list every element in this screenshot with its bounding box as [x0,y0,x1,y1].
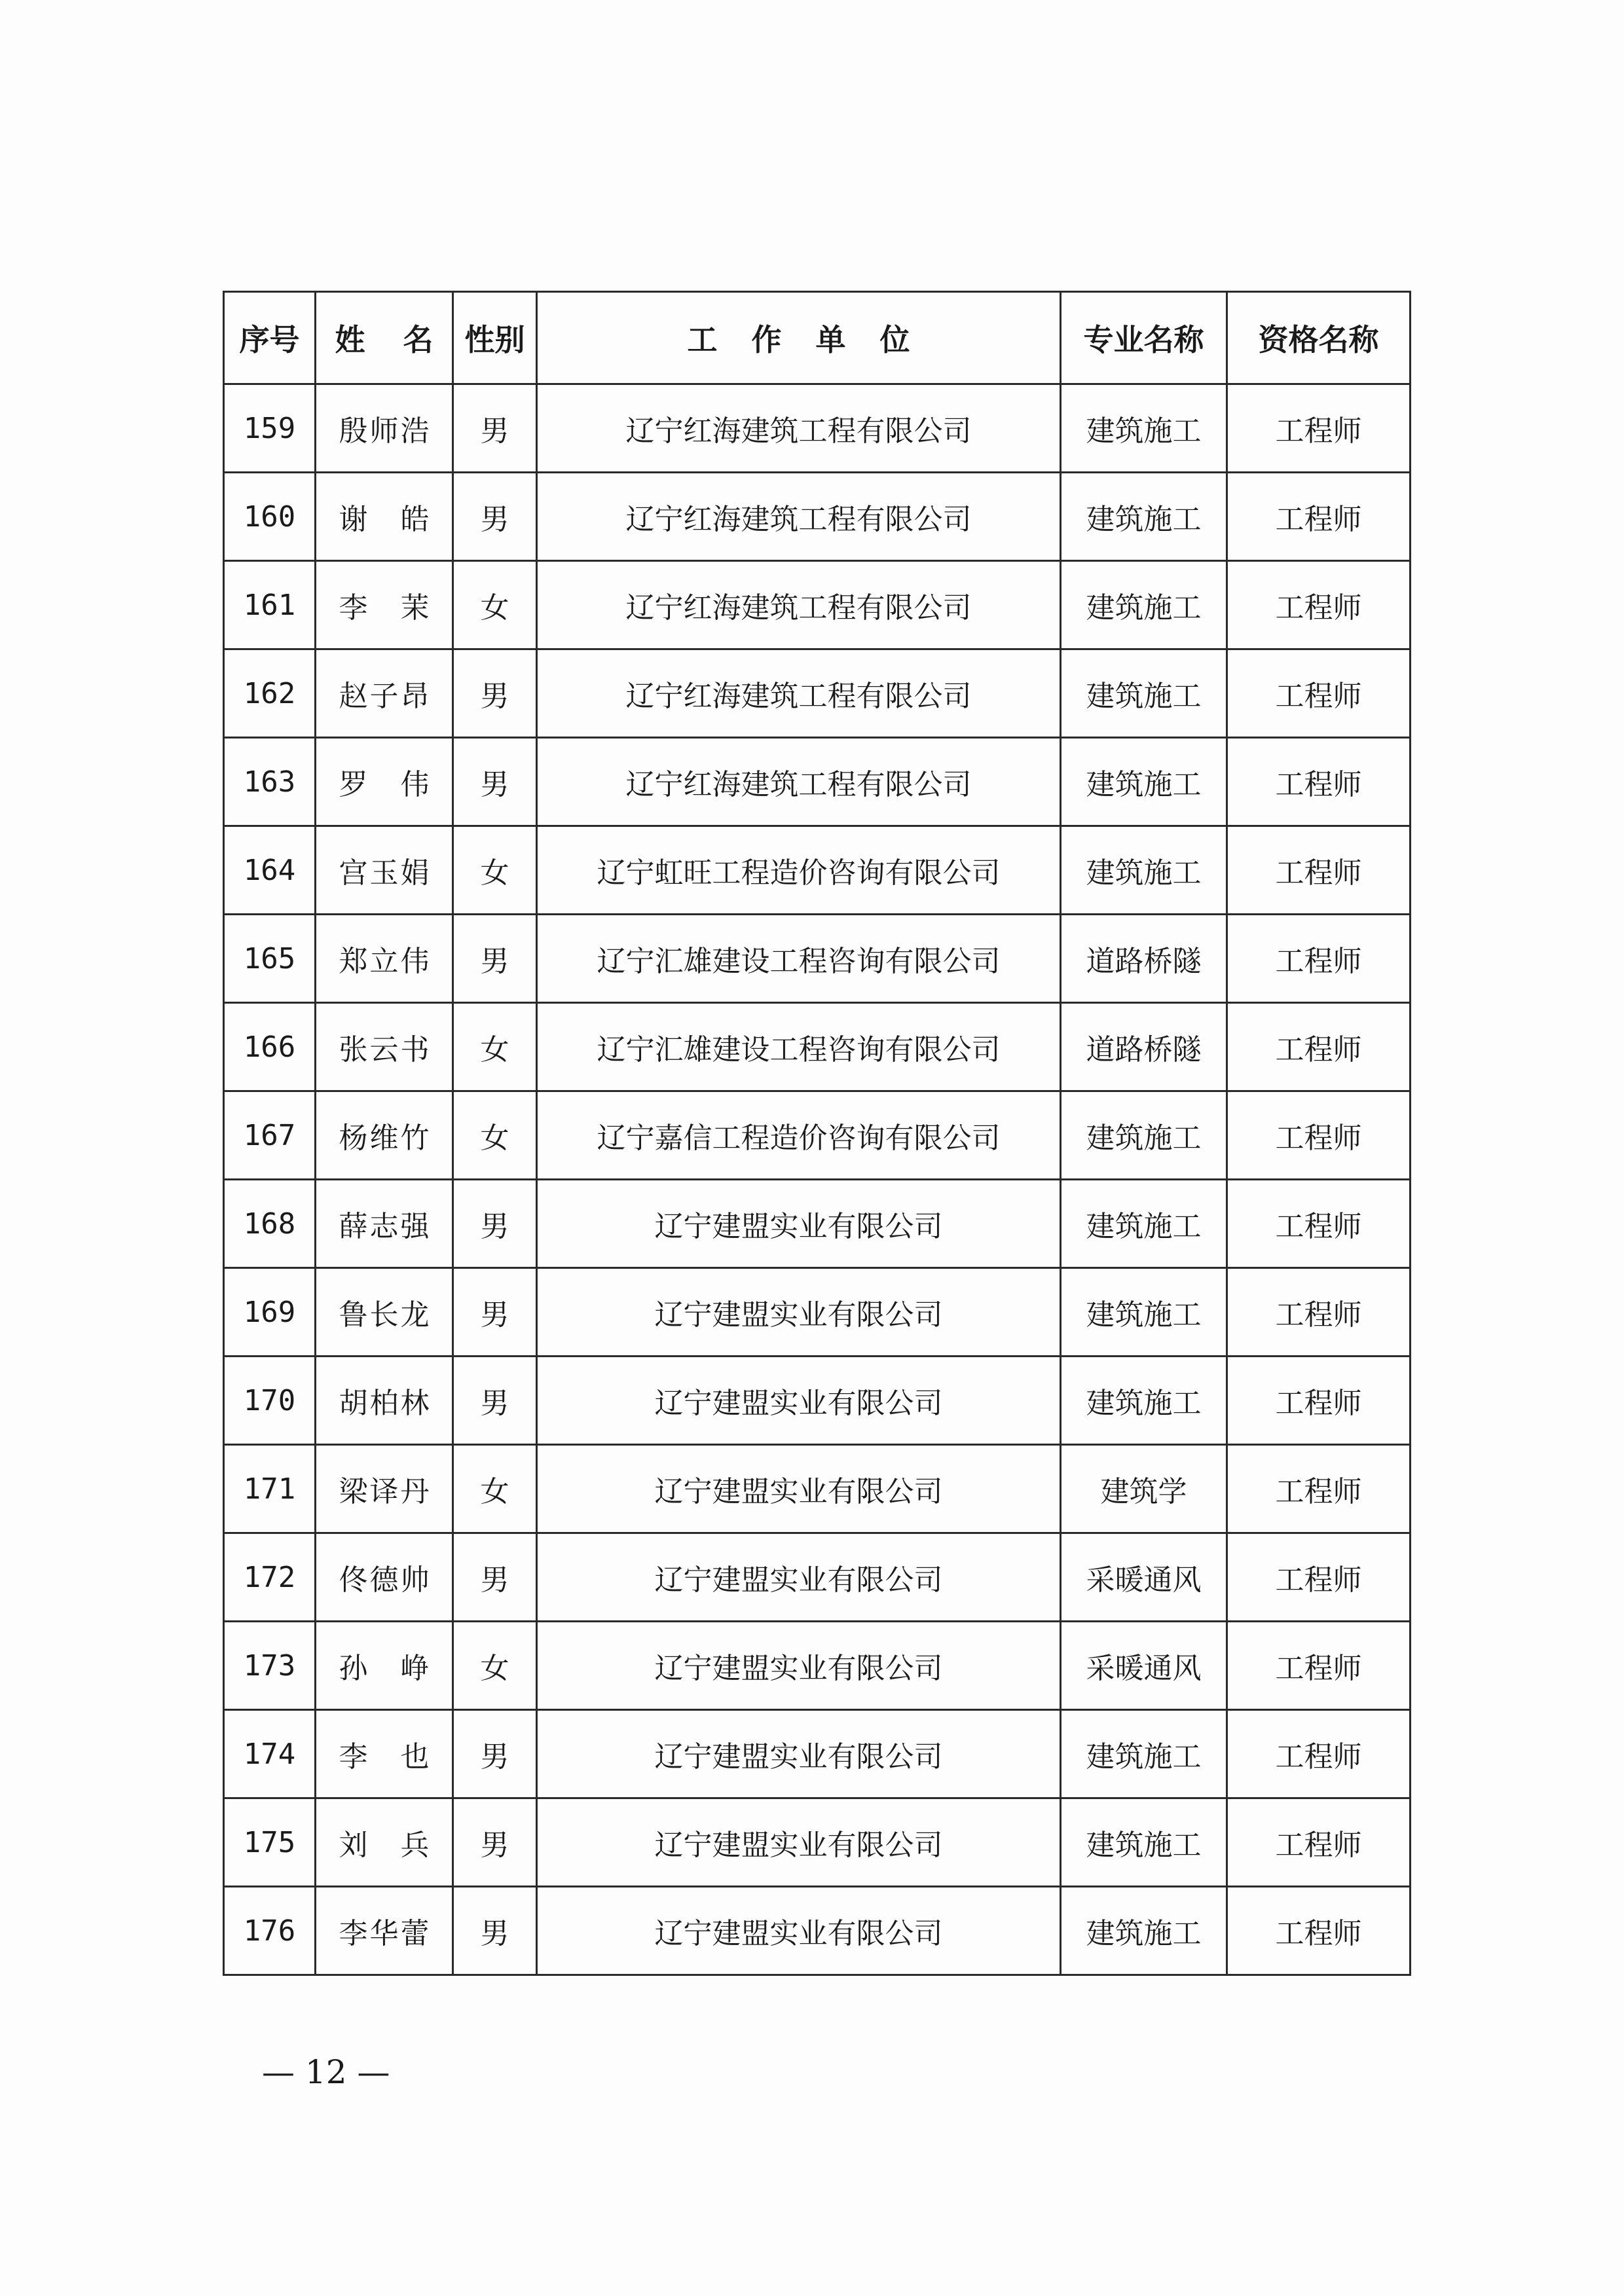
cell-serial-number: 167 [224,1091,316,1180]
cell-sex: 女 [453,561,537,649]
cell-serial-number: 175 [224,1798,316,1887]
cell-qualification: 工程师 [1227,1357,1411,1445]
cell-major: 建筑施工 [1061,1357,1227,1445]
cell-major: 建筑施工 [1061,1887,1227,1975]
person-name: 刘 兵 [339,1829,430,1862]
person-name: 宫玉娟 [339,856,430,890]
header-name [316,292,453,384]
cell-qualification: 工程师 [1227,1622,1411,1710]
cell-name [316,1003,453,1091]
cell-major: 采暖通风 [1061,1622,1227,1710]
cell-major: 道路桥隧 [1061,915,1227,1003]
cell-serial-number: 166 [224,1003,316,1091]
cell-sex: 男 [453,1710,537,1798]
person-name: 郑立伟 [339,945,430,978]
person-name: 胡柏林 [339,1387,430,1420]
cell-work-unit: 辽宁建盟实业有限公司 [537,1268,1061,1357]
cell-major: 建筑施工 [1061,473,1227,561]
person-name: 张云书 [339,1033,430,1066]
cell-qualification: 工程师 [1227,826,1411,915]
cell-name [316,1798,453,1887]
cell-serial-number: 162 [224,649,316,738]
person-name: 李 茉 [339,591,430,625]
cell-name [316,384,453,473]
person-name: 鲁长龙 [339,1298,430,1332]
person-name: 殷师浩 [339,414,430,448]
person-name: 薛志强 [339,1210,430,1243]
person-name: 赵子昂 [339,680,430,713]
cell-sex: 男 [453,738,537,826]
cell-qualification: 工程师 [1227,384,1411,473]
cell-sex: 男 [453,1887,537,1975]
cell-name [316,473,453,561]
header-work-unit-char: 单 [815,322,846,357]
cell-name [316,1710,453,1798]
person-name: 佟德帅 [339,1563,430,1597]
cell-name [316,1622,453,1710]
cell-name [316,826,453,915]
table-row [224,1357,1411,1445]
cell-name [316,1268,453,1357]
table-row [224,1180,1411,1268]
cell-work-unit: 辽宁建盟实业有限公司 [537,1622,1061,1710]
cell-work-unit: 辽宁红海建筑工程有限公司 [537,738,1061,826]
cell-major: 建筑施工 [1061,561,1227,649]
table-row [224,1798,1411,1887]
cell-name [316,561,453,649]
cell-sex: 女 [453,1622,537,1710]
table-body [224,384,1411,1975]
table-row [224,1533,1411,1622]
table-row [224,1710,1411,1798]
cell-qualification: 工程师 [1227,561,1411,649]
person-name: 罗 伟 [339,768,430,801]
cell-sex: 男 [453,384,537,473]
cell-serial-number: 169 [224,1268,316,1357]
cell-major: 建筑施工 [1061,826,1227,915]
table-row [224,1003,1411,1091]
header-sex: 性别 [453,292,537,384]
cell-qualification: 工程师 [1227,1798,1411,1887]
person-name: 谢 皓 [339,503,430,536]
cell-major: 建筑施工 [1061,1798,1227,1887]
header-name-spread [335,316,434,359]
cell-name [316,1887,453,1975]
cell-qualification: 工程师 [1227,1533,1411,1622]
cell-major: 建筑施工 [1061,1268,1227,1357]
cell-work-unit: 辽宁建盟实业有限公司 [537,1710,1061,1798]
cell-serial-number: 176 [224,1887,316,1975]
roster-table [223,291,1411,1976]
cell-serial-number: 168 [224,1180,316,1268]
cell-major: 道路桥隧 [1061,1003,1227,1091]
table-row [224,649,1411,738]
cell-serial-number: 171 [224,1445,316,1533]
cell-major: 建筑学 [1061,1445,1227,1533]
cell-name [316,1445,453,1533]
cell-name [316,1533,453,1622]
cell-serial-number: 172 [224,1533,316,1622]
cell-name [316,738,453,826]
table-row [224,1622,1411,1710]
header-work-unit-char: 作 [751,322,782,357]
person-name: 李华蕾 [339,1917,430,1950]
cell-sex: 男 [453,473,537,561]
cell-work-unit: 辽宁红海建筑工程有限公司 [537,561,1061,649]
table-row [224,1091,1411,1180]
table-row [224,384,1411,473]
cell-major: 采暖通风 [1061,1533,1227,1622]
table-row [224,473,1411,561]
cell-work-unit: 辽宁红海建筑工程有限公司 [537,473,1061,561]
table-row [224,1887,1411,1975]
cell-qualification: 工程师 [1227,915,1411,1003]
header-work-unit [537,292,1061,384]
cell-major: 建筑施工 [1061,1710,1227,1798]
cell-major: 建筑施工 [1061,384,1227,473]
cell-name [316,649,453,738]
cell-work-unit: 辽宁建盟实业有限公司 [537,1357,1061,1445]
cell-name [316,915,453,1003]
header-qualification: 资格名称 [1227,292,1411,384]
cell-work-unit: 辽宁虹旺工程造价咨询有限公司 [537,826,1061,915]
table-row [224,738,1411,826]
cell-major: 建筑施工 [1061,649,1227,738]
cell-qualification: 工程师 [1227,738,1411,826]
cell-sex: 男 [453,1533,537,1622]
cell-serial-number: 161 [224,561,316,649]
cell-work-unit: 辽宁汇雄建设工程咨询有限公司 [537,915,1061,1003]
header-work-unit-char: 工 [687,322,718,357]
header-work-unit-spread [688,316,910,359]
person-name: 梁译丹 [339,1475,430,1508]
cell-name [316,1180,453,1268]
cell-work-unit: 辽宁建盟实业有限公司 [537,1533,1061,1622]
cell-serial-number: 170 [224,1357,316,1445]
header-work-unit-char: 位 [879,322,910,357]
cell-serial-number: 163 [224,738,316,826]
cell-serial-number: 164 [224,826,316,915]
cell-work-unit: 辽宁建盟实业有限公司 [537,1180,1061,1268]
cell-major: 建筑施工 [1061,738,1227,826]
cell-name [316,1357,453,1445]
cell-sex: 男 [453,1180,537,1268]
cell-major: 建筑施工 [1061,1180,1227,1268]
page-number: — 12 — [262,2053,390,2091]
cell-qualification: 工程师 [1227,473,1411,561]
table-row [224,1268,1411,1357]
cell-work-unit: 辽宁建盟实业有限公司 [537,1445,1061,1533]
header-name-char: 姓 [335,322,365,357]
cell-qualification: 工程师 [1227,1003,1411,1091]
cell-serial-number: 165 [224,915,316,1003]
header-major: 专业名称 [1061,292,1227,384]
cell-sex: 女 [453,1445,537,1533]
cell-sex: 男 [453,915,537,1003]
cell-work-unit: 辽宁红海建筑工程有限公司 [537,649,1061,738]
table-header-row [224,292,1411,384]
header-serial-number: 序号 [224,292,316,384]
cell-serial-number: 160 [224,473,316,561]
cell-qualification: 工程师 [1227,1180,1411,1268]
cell-sex: 女 [453,1003,537,1091]
cell-serial-number: 173 [224,1622,316,1710]
cell-sex: 男 [453,1357,537,1445]
header-name-char: 名 [403,322,434,357]
cell-qualification: 工程师 [1227,1887,1411,1975]
table-row [224,826,1411,915]
cell-qualification: 工程师 [1227,1268,1411,1357]
cell-work-unit: 辽宁嘉信工程造价咨询有限公司 [537,1091,1061,1180]
person-name: 孙 峥 [339,1652,430,1685]
cell-serial-number: 174 [224,1710,316,1798]
table-row [224,915,1411,1003]
cell-qualification: 工程师 [1227,1091,1411,1180]
cell-qualification: 工程师 [1227,1710,1411,1798]
cell-sex: 男 [453,1798,537,1887]
cell-sex: 男 [453,649,537,738]
table-row [224,1445,1411,1533]
person-name: 杨维竹 [339,1121,430,1155]
cell-sex: 女 [453,1091,537,1180]
cell-name [316,1091,453,1180]
cell-work-unit: 辽宁建盟实业有限公司 [537,1887,1061,1975]
table-row [224,561,1411,649]
cell-qualification: 工程师 [1227,1445,1411,1533]
cell-work-unit: 辽宁建盟实业有限公司 [537,1798,1061,1887]
person-name: 李 也 [339,1740,430,1774]
cell-work-unit: 辽宁红海建筑工程有限公司 [537,384,1061,473]
cell-major: 建筑施工 [1061,1091,1227,1180]
cell-serial-number: 159 [224,384,316,473]
cell-qualification: 工程师 [1227,649,1411,738]
cell-sex: 女 [453,826,537,915]
cell-work-unit: 辽宁汇雄建设工程咨询有限公司 [537,1003,1061,1091]
cell-sex: 男 [453,1268,537,1357]
